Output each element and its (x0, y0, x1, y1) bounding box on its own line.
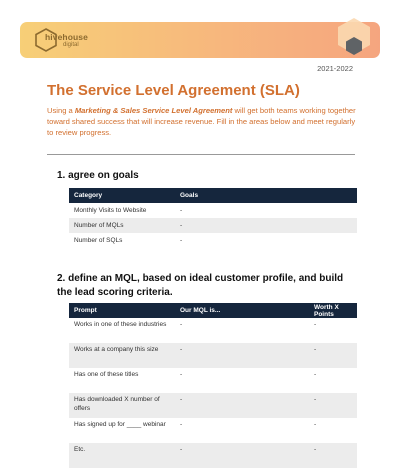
table-cell[interactable]: - (180, 421, 183, 428)
table-cell: Has one of these titles (74, 371, 139, 378)
table-cell[interactable]: - (309, 343, 357, 368)
brand-name: hivehouse (45, 32, 88, 42)
column-header-category: Category (69, 188, 175, 203)
table-cell[interactable]: - (314, 421, 317, 428)
section-goals-heading: 1. agree on goals (57, 170, 139, 181)
table-row (69, 318, 357, 343)
table-cell[interactable]: - (314, 321, 317, 328)
table-cell[interactable]: - (314, 371, 317, 378)
intro-paragraph (47, 105, 359, 139)
column-header-points: Worth X Points (309, 303, 357, 318)
table-row (69, 393, 357, 418)
table-cell: Monthly Visits to Website (74, 207, 147, 214)
table-row (69, 368, 357, 393)
table-cell[interactable]: - (180, 207, 183, 214)
table-cell[interactable]: - (180, 321, 183, 328)
table-row (69, 203, 357, 218)
table-header-row (69, 188, 357, 203)
page-title: The Service Level Agreement (SLA) (47, 82, 300, 99)
brand-logo (33, 27, 103, 53)
table-row (69, 233, 357, 248)
table-cell[interactable]: - (309, 393, 357, 418)
table-row (69, 418, 357, 443)
divider (47, 154, 355, 155)
section-mql-heading: 2. define an MQL, based on ideal customer profile, and build the lead scoring criteria. (57, 273, 344, 298)
table-cell[interactable]: - (180, 371, 183, 378)
table-cell[interactable]: - (309, 443, 357, 468)
table-header-row (69, 303, 357, 318)
intro-post: will get both teams working together toward shared success that will increase revenue. Fill in the areas below and meet regularly to review progress. (47, 106, 356, 138)
table-cell[interactable]: - (175, 393, 309, 418)
table-cell: Number of SQLs (74, 237, 123, 244)
table-cell: Has downloaded X number of offers (69, 393, 175, 418)
table-row (69, 443, 357, 468)
table-cell[interactable]: - (180, 237, 183, 244)
table-row (69, 218, 357, 233)
table-cell: Number of MQLs (69, 218, 175, 233)
table-cell[interactable]: - (175, 218, 357, 233)
table-cell: Etc. (69, 443, 175, 468)
column-header-goals: Goals (175, 188, 357, 203)
table-cell[interactable]: - (175, 443, 309, 468)
document-year: 2021-2022 (317, 64, 353, 73)
column-header-prompt: Prompt (69, 303, 175, 318)
mql-scoring-table (69, 303, 357, 468)
goals-table (69, 188, 357, 248)
column-header-mql: Our MQL is... (175, 303, 309, 318)
table-cell: Works at a company this size (69, 343, 175, 368)
intro-pre: Using a (47, 106, 75, 115)
intro-emphasis: Marketing & Sales Service Level Agreement (74, 106, 233, 115)
table-cell: Has signed up for ____ webinar (74, 421, 166, 428)
table-row (69, 343, 357, 368)
table-cell: Works in one of these industries (74, 321, 167, 328)
brand-sub: digital (63, 42, 79, 48)
table-cell[interactable]: - (175, 343, 309, 368)
hexagon-decoration-icon (334, 16, 374, 60)
